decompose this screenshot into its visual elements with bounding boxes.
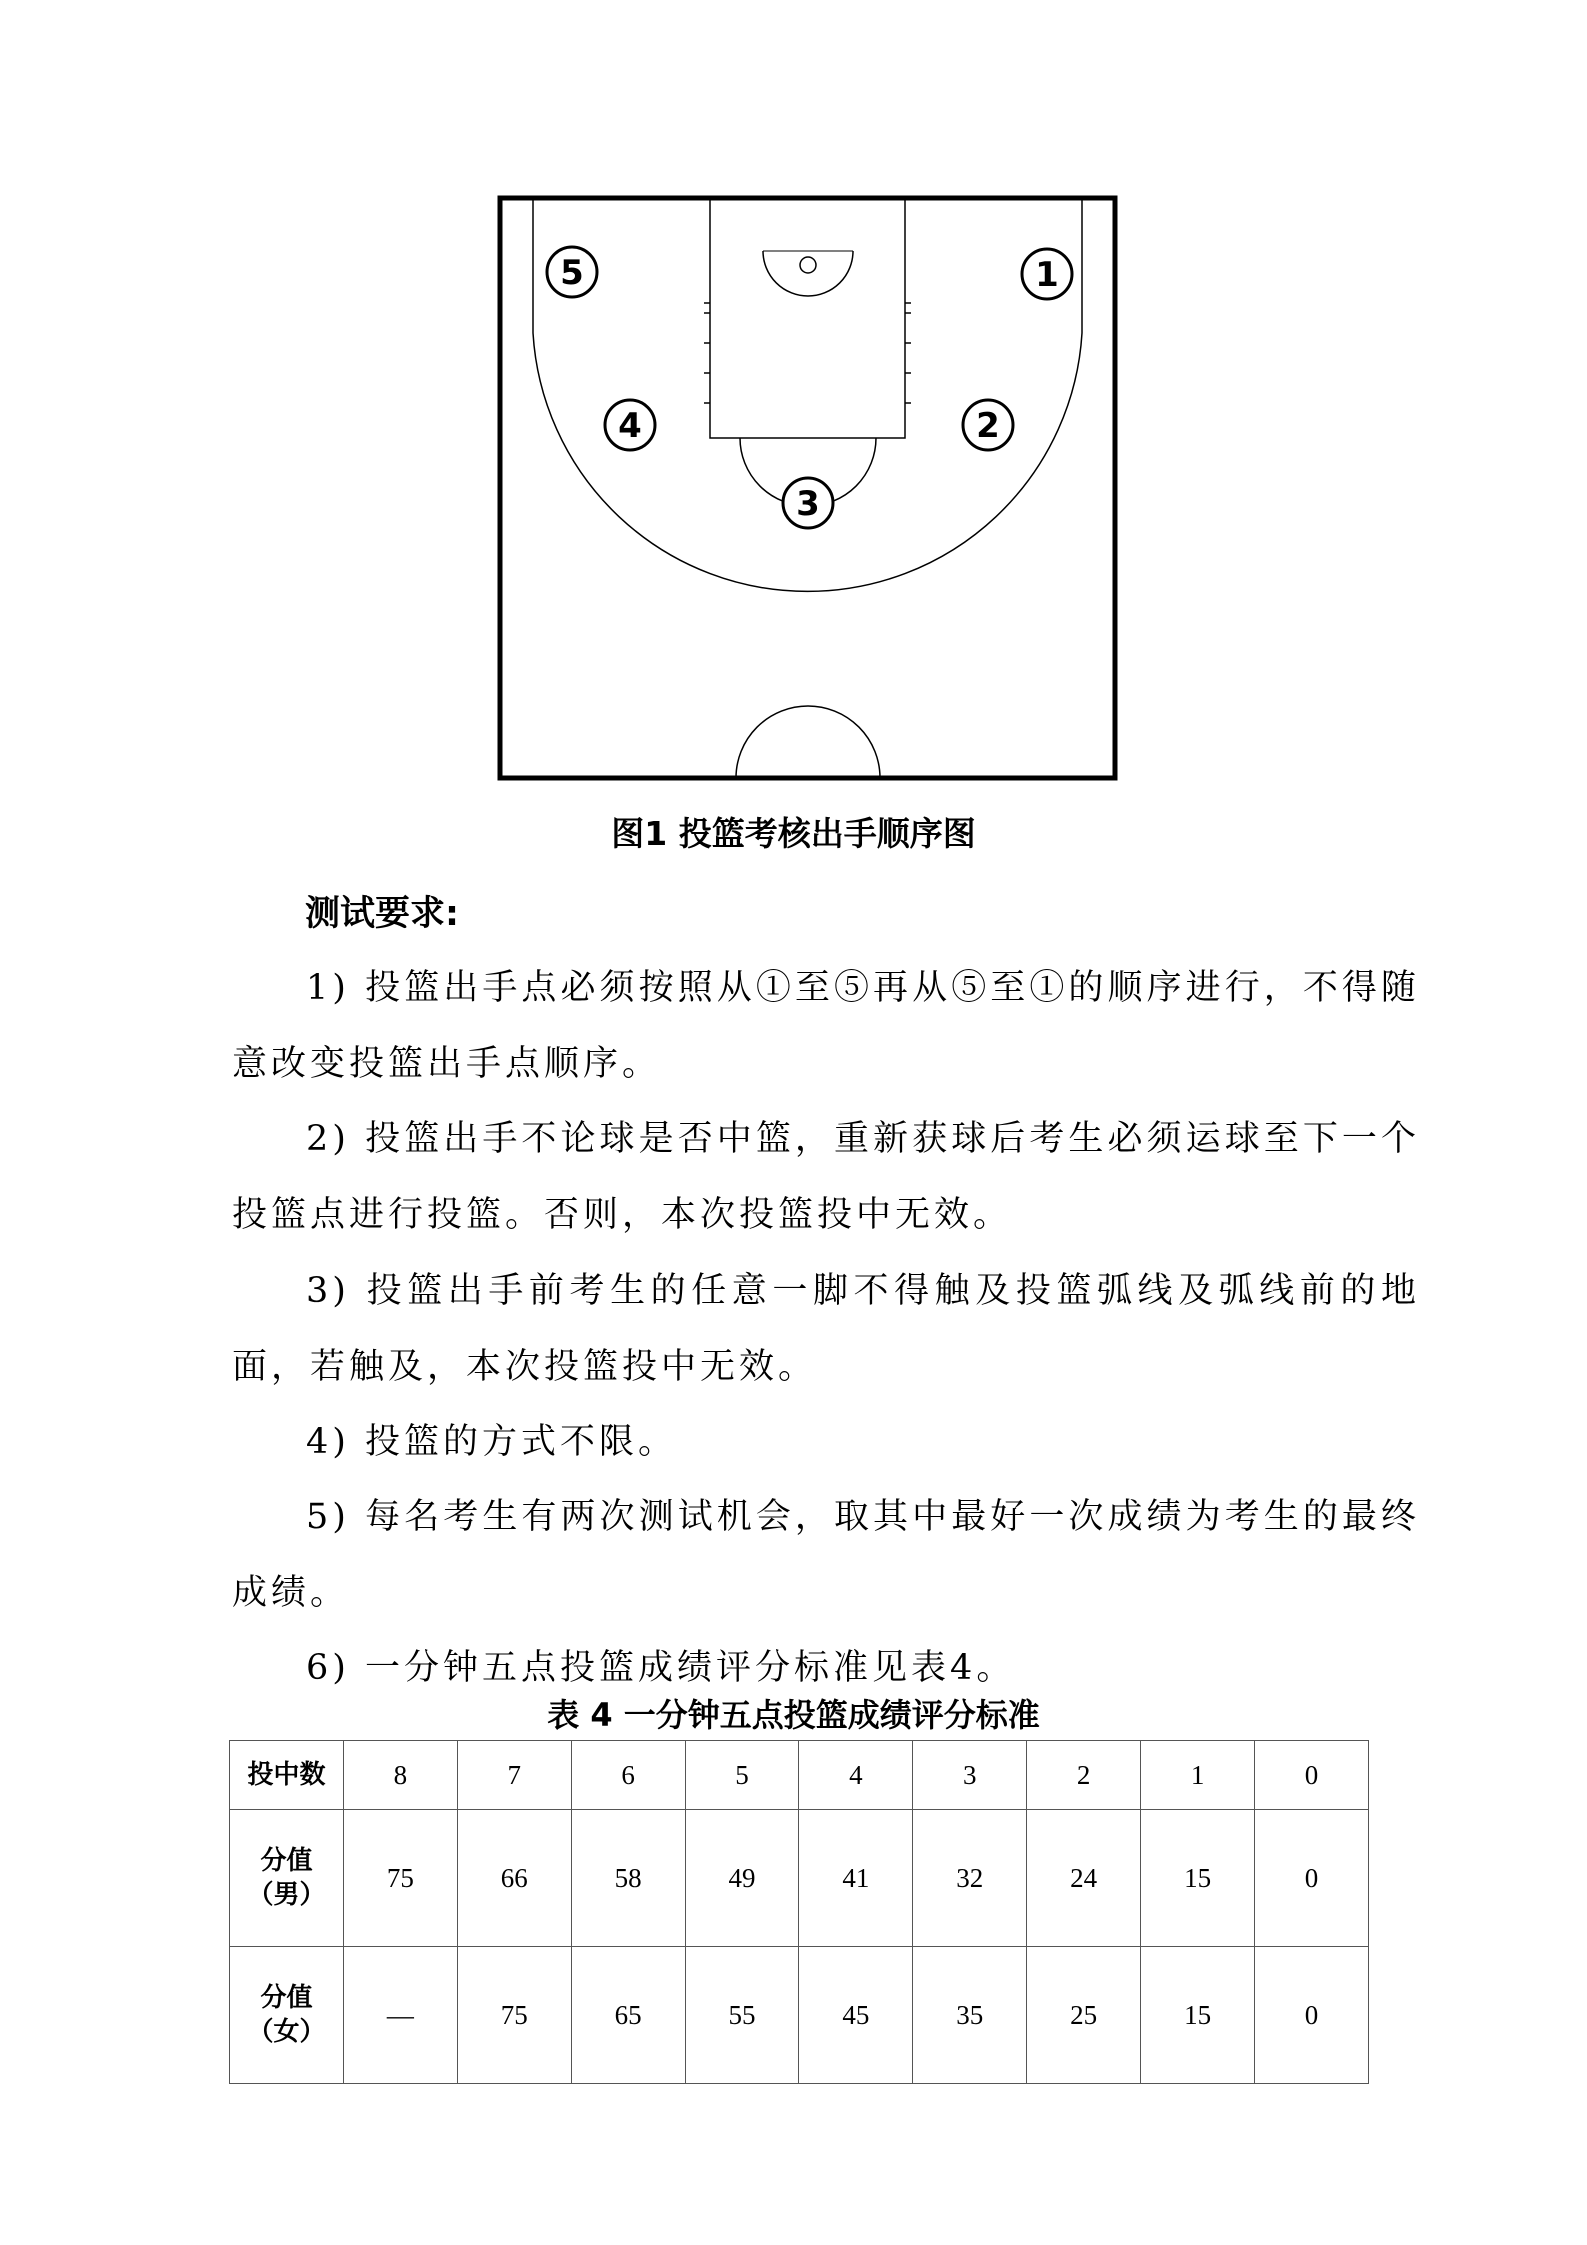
basket-rim [800, 257, 816, 273]
lane-hash-marks [704, 303, 911, 403]
male-score-cell: 66 [457, 1810, 571, 1947]
male-score-cell: 24 [1027, 1810, 1141, 1947]
shooting-spot-2 [963, 400, 1013, 450]
hits-cell: 1 [1141, 1741, 1255, 1810]
table-row-male [230, 1810, 1369, 1947]
hits-cell: 2 [1027, 1741, 1141, 1810]
svg-text:3: 3 [796, 484, 820, 524]
male-score-cell: 15 [1141, 1810, 1255, 1947]
row-head-male [230, 1810, 344, 1947]
requirement-2: 2) 投篮出手不论球是否中篮，重新获球后考生必须运球至下一个投篮点进行投篮。否则，本次投篮投中无效。 [232, 1119, 1420, 1235]
requirement-4: 4) 投篮的方式不限。 [306, 1422, 678, 1462]
female-score-cell: 55 [685, 1947, 799, 2084]
male-score-cell: 0 [1255, 1810, 1369, 1947]
female-score-cell: 25 [1027, 1947, 1141, 2084]
hits-cell: 4 [799, 1741, 913, 1810]
row-head-hits: 投中数 [230, 1741, 344, 1810]
svg-text:5: 5 [560, 253, 584, 293]
svg-text:2: 2 [976, 406, 1000, 446]
requirement-1: 1) 投篮出手点必须按照从①至⑤再从⑤至①的顺序进行，不得随意改变投篮出手点顺序。 [232, 968, 1420, 1084]
male-score-cell: 58 [571, 1810, 685, 1947]
female-score-cell: 65 [571, 1947, 685, 2084]
male-score-cell: 32 [913, 1810, 1027, 1947]
shooting-spot-1 [1022, 249, 1072, 299]
requirement-5: 5) 每名考生有两次测试机会，取其中最好一次成绩为考生的最终成绩。 [232, 1497, 1420, 1613]
hits-cell: 5 [685, 1741, 799, 1810]
row-head-male-line1: 分值 [260, 1846, 313, 1877]
hits-cell: 3 [913, 1741, 1027, 1810]
female-score-cell: 75 [457, 1947, 571, 2084]
female-score-cell: 35 [913, 1947, 1027, 2084]
male-score-cell: 49 [685, 1810, 799, 1947]
table-title: 表 4 一分钟五点投篮成绩评分标准 [547, 1696, 1040, 1734]
row-head-male-line2: （男） [247, 1880, 326, 1911]
score-table [229, 1740, 1369, 2084]
row-head-female-line1: 分值 [260, 1983, 313, 2014]
svg-text:4: 4 [618, 406, 642, 446]
hits-cell: 6 [571, 1741, 685, 1810]
row-head-female [230, 1947, 344, 2084]
free-throw-lane [710, 198, 905, 438]
requirement-6: 6) 一分钟五点投篮成绩评分标准见表4。 [306, 1648, 1016, 1688]
table-row-hits [230, 1741, 1369, 1810]
table-row-female [230, 1947, 1369, 2084]
male-score-cell: 41 [799, 1810, 913, 1947]
center-circle-arc [736, 706, 880, 778]
hits-cell: 7 [457, 1741, 571, 1810]
female-score-cell: — [343, 1947, 457, 2084]
basketball-court-diagram [495, 193, 1120, 783]
hits-cell: 0 [1255, 1741, 1369, 1810]
shooting-spot-4 [605, 400, 655, 450]
figure-caption: 图1 投篮考核出手顺序图 [611, 814, 976, 853]
male-score-cell: 75 [343, 1810, 457, 1947]
requirement-3: 3) 投篮出手前考生的任意一脚不得触及投篮弧线及弧线前的地面，若触及，本次投篮投中无效。 [232, 1271, 1420, 1387]
female-score-cell: 0 [1255, 1947, 1369, 2084]
svg-text:1: 1 [1035, 255, 1059, 295]
three-point-arc [533, 333, 1082, 591]
female-score-cell: 15 [1141, 1947, 1255, 2084]
row-head-female-line2: （女） [247, 2017, 326, 2048]
female-score-cell: 45 [799, 1947, 913, 2084]
shooting-spot-3 [783, 478, 833, 528]
hits-cell: 8 [343, 1741, 457, 1810]
shooting-spot-5 [547, 247, 597, 297]
section-heading: 测试要求: [305, 894, 459, 934]
